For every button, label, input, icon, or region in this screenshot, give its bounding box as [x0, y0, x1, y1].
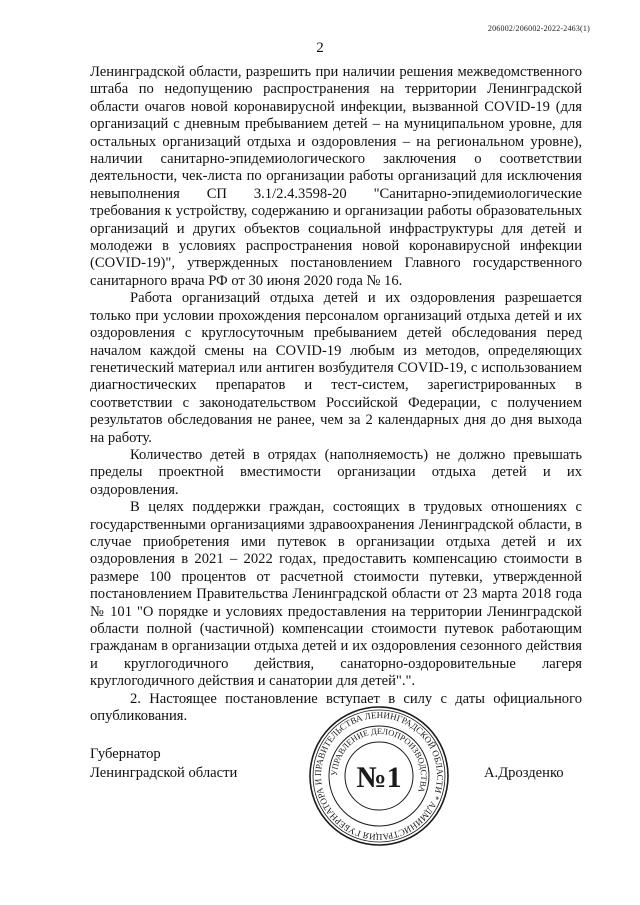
- paragraph-2: Работа организаций отдыха детей и их оздоровления разрешается только при условии прохождения персоналом организаций отдыха детей и их оздоровления с круглосуточным пребыванием детей обследования перед началом каждой смены на COVID-19 любым из методов, определяющих генетический материал или антиген возбудителя COVID-19, с использованием диагностических препаратов и тест-систем, зарегистрированных в соответствии с законодательством Российской Федерации, с получением результатов обследования не ранее, чем за 2 календарных дня до дня выхода на работу.: [90, 290, 582, 446]
- paragraph-4: В целях поддержки граждан, состоящих в трудовых отношениях с государственными организациями здравоохранения Ленинградской области, в случае приобретения ими путевок в организации отдыха детей и их оздоровления в 2021 – 2022 годах, предоставить компенсацию стоимости в размере 100 процентов от расчетной стоимости путевки, утвержденной постановлением Правительства Ленинградской области от 23 марта 2018 года № 101 "О порядке и условиях предоставления на территории Ленинградской области полной (частичной) компенсации стоимости путевок работающим гражданам в организации отдыха детей и их оздоровления сезонного действия и круглогодичного действия, санаторно-оздоровительные лагеря круглогодичного действия и санатории для детей".".: [90, 499, 582, 690]
- paragraph-1: Ленинградской области, разрешить при наличии решения межведомственного штаба по недопущению распространения на территории Ленинградской области очагов новой коронавирусной инфекции, вызванной COVID-19 (для организаций с дневным пребыванием детей – на муниципальном уровне, для остальных организаций отдыха и оздоровления – на региональном уровне), наличии санитарно-эпидемиологического заключения о соответствии деятельности, чек-листа по организации работы организаций для исключения невыполнения СП 3.1/2.4.3598-20 "Санитарно-эпидемиологические требования к устройству, содержанию и организации работы образовательных организаций и других объектов социальной инфраструктуры для детей и молодежи в условиях распространения новой коронавирусной инфекции (COVID-19)", утвержденных постановлением Главного государственного санитарного врача РФ от 30 июня 2020 года № 16.: [90, 64, 582, 289]
- signatory-position: Губернатор: [90, 746, 161, 762]
- signatory-name: А.Дрозденко: [484, 765, 564, 781]
- document-reference-number: 206002/206002-2022-2463(1): [487, 24, 590, 33]
- document-body: [90, 64, 582, 725]
- paragraph-5: 2. Настоящее постановление вступает в силу с даты официального опубликования.: [90, 690, 582, 725]
- seal-inner-text: УПРАВЛЕНИЕ ДЕЛОПРОИЗВОДСТВА: [328, 725, 430, 794]
- seal-number: №1: [356, 761, 402, 794]
- signatory-title: [90, 745, 237, 783]
- official-seal: [308, 705, 450, 847]
- signatory-region: Ленинградской области: [90, 765, 238, 781]
- seal-outer-text: ПРАВИТЕЛЬСТВА ЛЕНИНГРАДСКОЙ ОБЛАСТИ * АДМИНИСТРАЦИЯ ГУБЕРНАТОРА И: [312, 709, 446, 843]
- paragraph-3: Количество детей в отрядах (наполняемость) не должно превышать пределы проектной вместимости организации отдыха детей и их оздоровления.: [90, 446, 582, 498]
- page-number: 2: [316, 40, 324, 56]
